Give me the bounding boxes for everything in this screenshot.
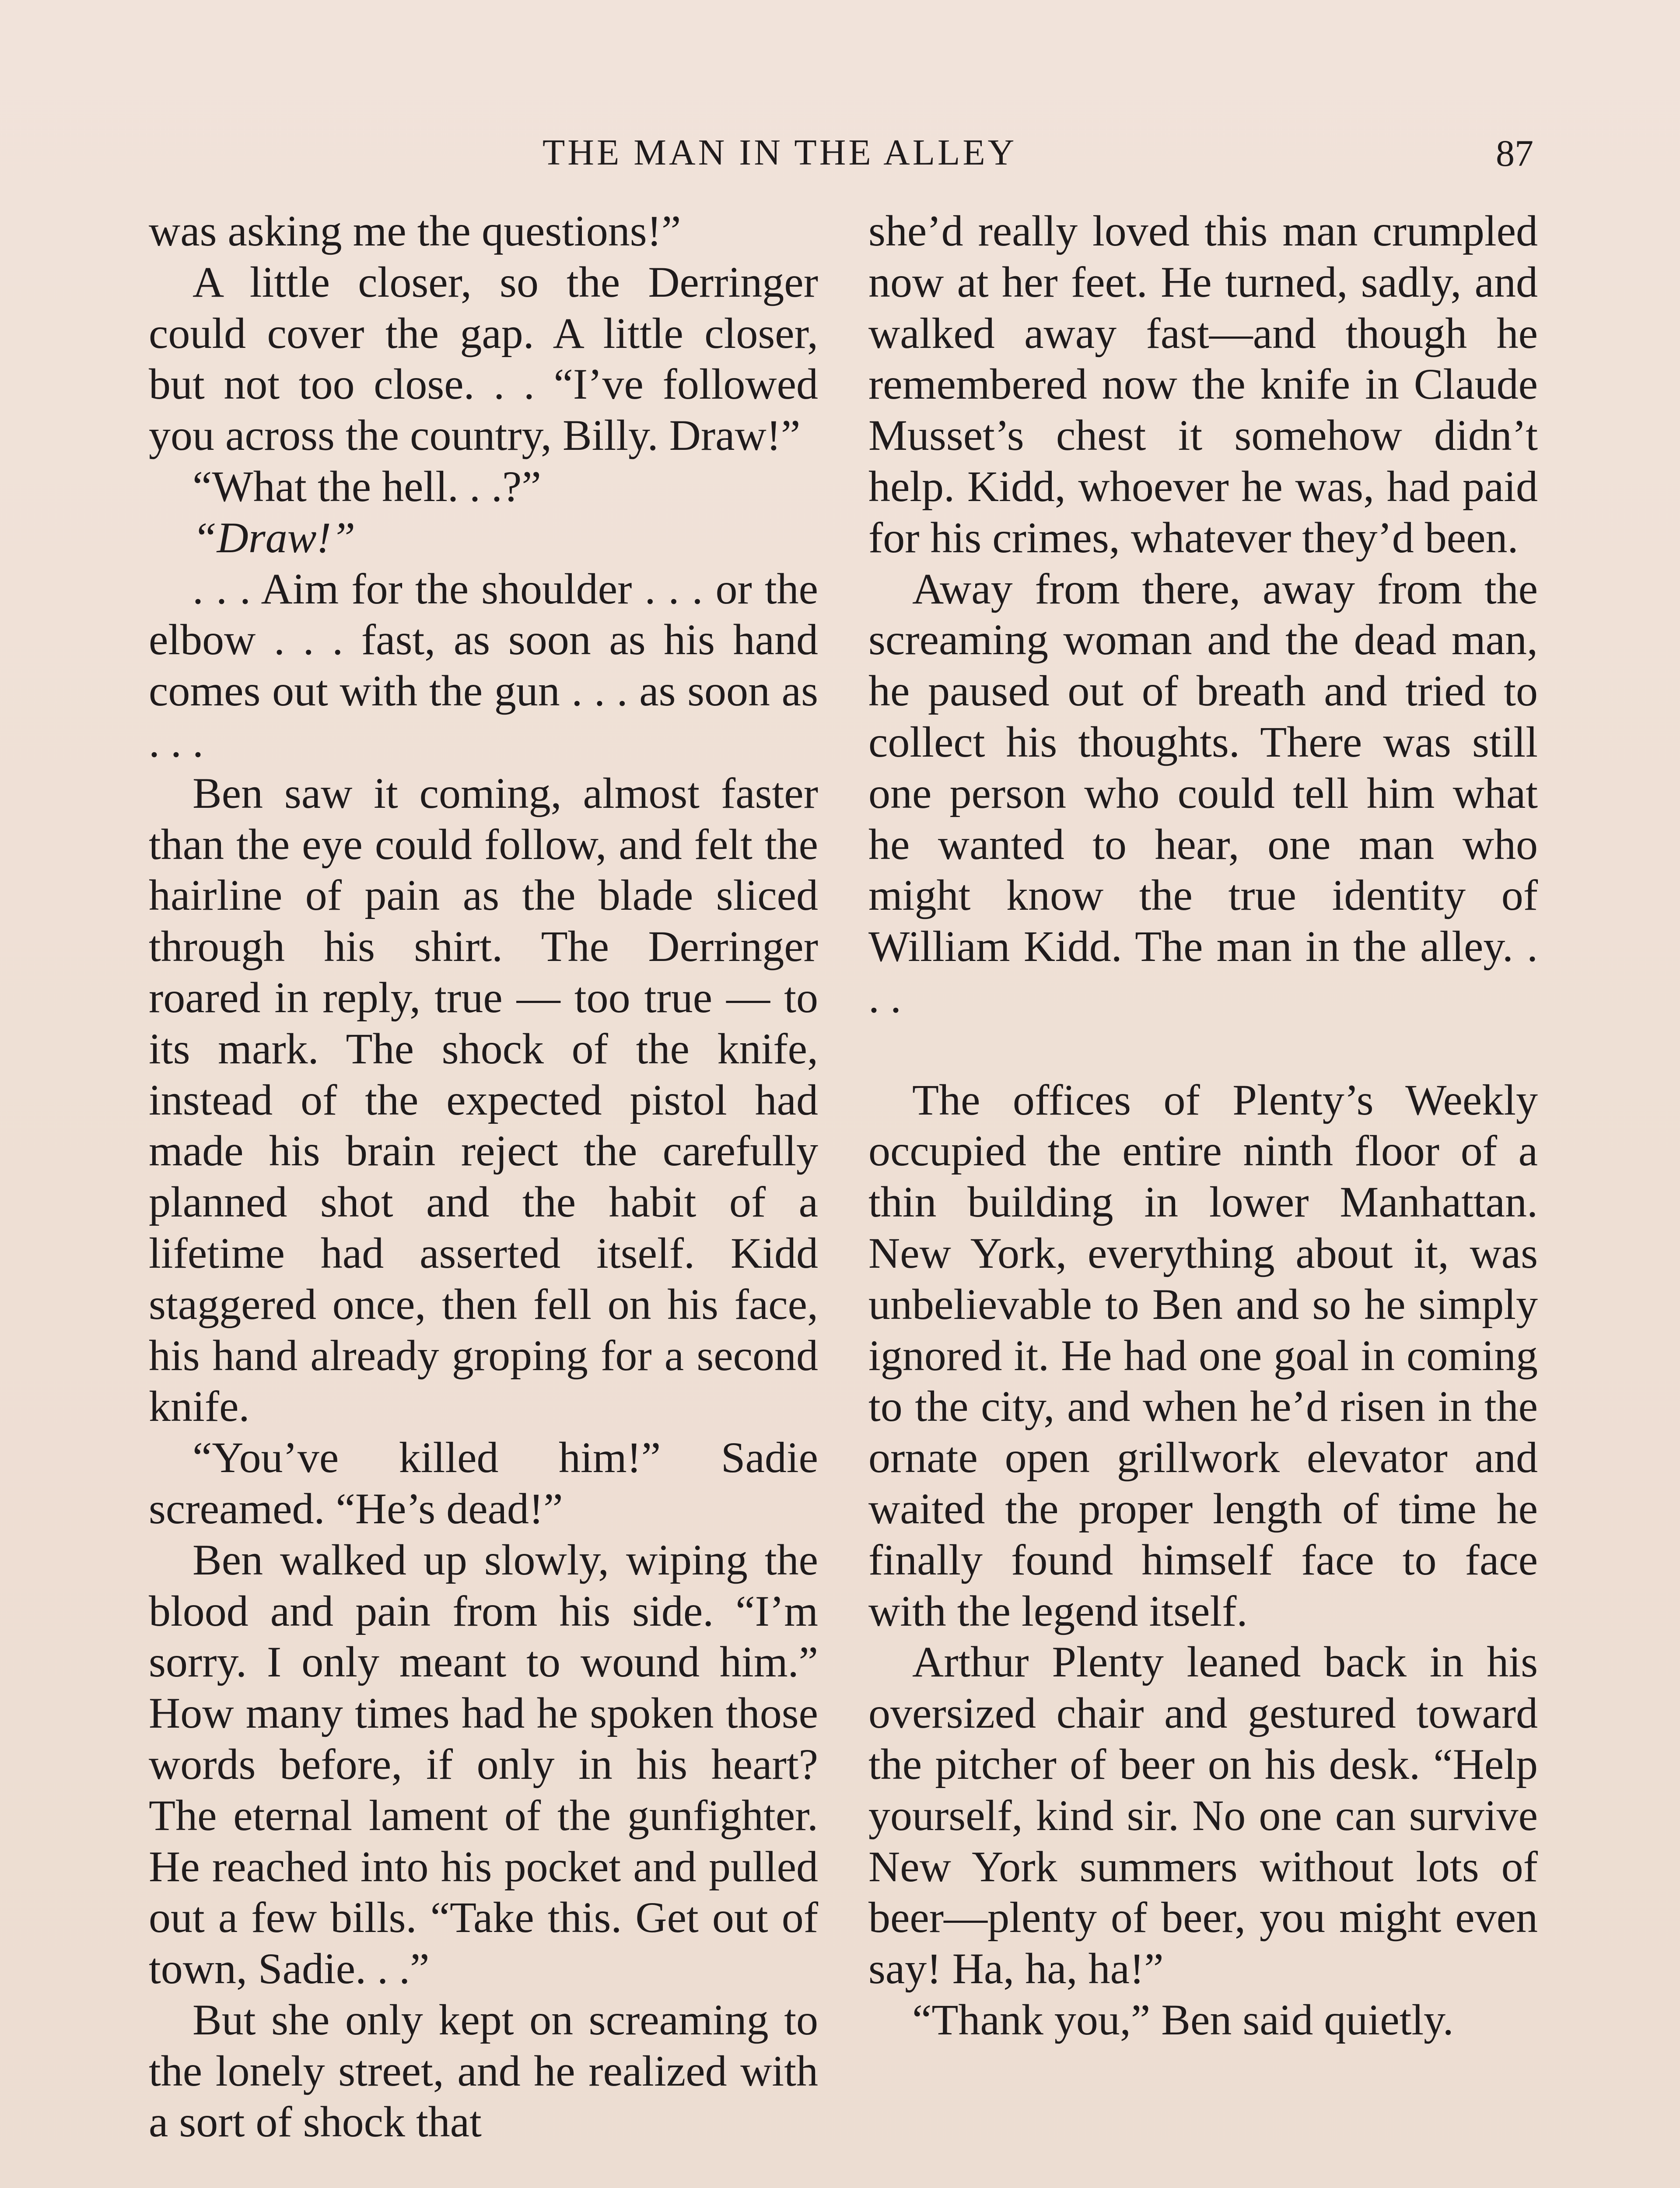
- paragraph: Away from there, away from the screaming woman and the dead man, he paused out of breath and tried to collect his thoughts. There was still one person who could tell him what he wanted to hear, one man who might know the true identity of William Kidd. The man in the alley. . . .: [868, 564, 1538, 1022]
- paragraph: A little closer, so the Derringer could cover the gap. A little closer, but not too close. . . “I’ve followed you across the country, Billy. Draw!”: [149, 257, 818, 460]
- paragraph: Arthur Plenty leaned back in his oversized chair and gestured toward the pitcher of beer on his desk. “Help yourself, kind sir. No one can survive New York summers without lots of beer—plenty of beer, you might even say! Ha, ha, ha!”: [868, 1637, 1538, 1993]
- text-column-right: [868, 206, 1538, 2046]
- paragraph: “Draw!”: [192, 513, 356, 562]
- paragraph: “You’ve killed him!” Sadie screamed. “He’s dead!”: [149, 1433, 818, 1533]
- paragraph: “Thank you,” Ben said quietly.: [912, 1995, 1454, 2044]
- paragraph: . . . Aim for the shoulder . . . or the elbow . . . fast, as soon as his hand comes out with the gun . . . as soon as . . .: [149, 564, 818, 766]
- paragraph: Ben walked up slowly, wiping the blood and pain from his side. “I’m sorry. I only meant to wound him.” How many times had he spoken those words before, if only in his heart? The eternal lament of the gunfighter. He reached into his pocket and pulled out a few bills. “Take this. Get out of town, Sadie. . .”: [149, 1535, 818, 1993]
- running-head: THE MAN IN THE ALLEY: [542, 132, 1017, 173]
- paragraph: she’d really loved this man crumpled now at her feet. He turned, sadly, and walked away fast—and though he remembered now the knife in Claude Musset’s chest it somehow didn’t help. Kidd, whoever he was, had paid for his crimes, whatever they’d been.: [868, 207, 1538, 562]
- paragraph: But she only kept on screaming to the lonely street, and he realized with a sort of shock that: [149, 1995, 818, 2146]
- paragraph: “What the hell. . .?”: [192, 462, 541, 511]
- text-column-left: [149, 206, 818, 2148]
- page-number: 87: [1496, 132, 1533, 174]
- paragraph: Ben saw it coming, almost faster than the eye could follow, and felt the hairline of pain as the blade sliced through his shirt. The Derringer roared in reply, true — too true — to its mark. The shock of the knife, instead of the expected pistol had made his brain reject the carefully planned shot and the habit of a lifetime had asserted itself. Kidd staggered once, then fell on his face, his hand already groping for a second knife.: [149, 768, 818, 1431]
- paragraph: The offices of Plenty’s Weekly occupied the entire ninth floor of a thin building in lower Manhattan. New York, everything about it, was unbelievable to Ben and so he simply ignored it. He had one goal in coming to the city, and when he’d risen in the ornate open grillwork elevator and waited the proper length of time he finally found himself face to face with the legend itself.: [868, 1075, 1538, 1635]
- paragraph: was asking me the questions!”: [149, 207, 681, 255]
